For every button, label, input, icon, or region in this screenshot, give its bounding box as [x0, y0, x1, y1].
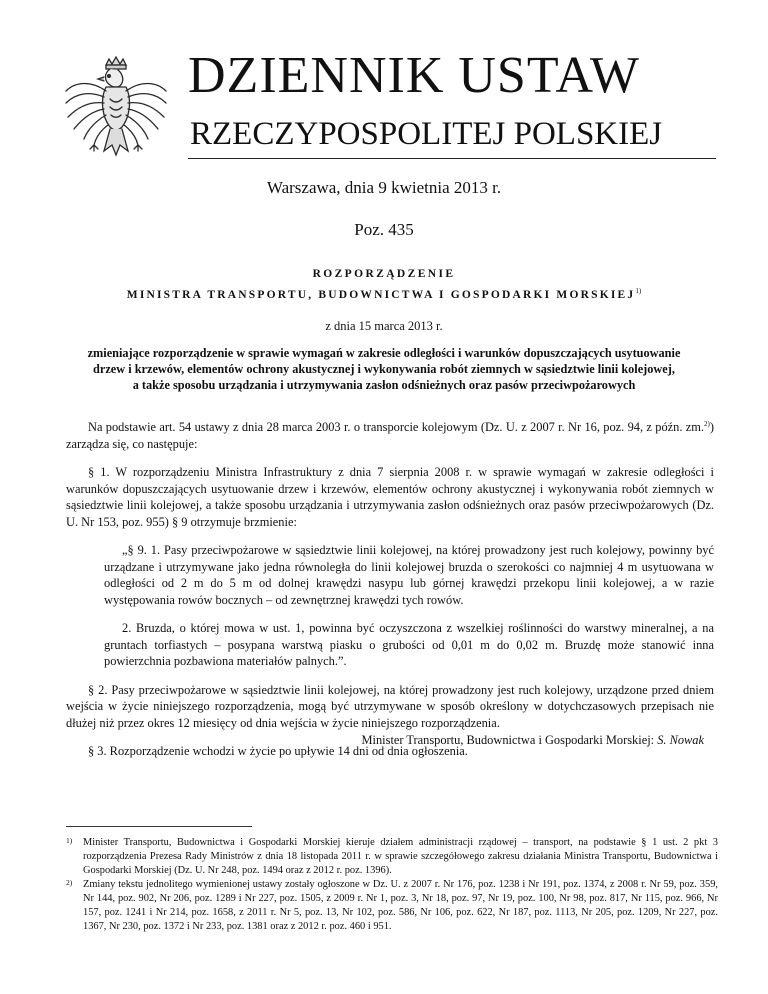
footnote-ref-1: 1) — [635, 287, 642, 295]
footnote-number: 2) — [66, 878, 73, 888]
masthead-title: DZIENNIK USTAW — [188, 47, 640, 104]
quoted-paragraph-9-1: „§ 9. 1. Pasy przeciwpożarowe w sąsiedztwie linii kolejowej, na której prowadzony jest ruch kolejowy, powinny być urządzane i utrzymywane jako jedna równoległa do linii kolejowej bruzda o szerokości co najmniej 4 m usytuowana w odległości od 2 m do 5 m od dolnej krawędzi nasypu lub górnej krawędzi przekopu linii kolejowej, a w razie występowania rowów bocznych – od zewnętrznej krawędzi tych rowów. — [104, 543, 714, 607]
masthead-subtitle: RZECZYPOSPOLITEJ POLSKIEJ — [190, 116, 663, 152]
paragraph-2: § 2. Pasy przeciwpożarowe w sąsiedztwie linii kolejowej, na której prowadzony jest ruch kolejowy, urządzone przed dniem wejścia w życie niniejszego rozporządzenia, mogą być utrzymywane w sposób określony w dotychczasowych przepisach nie dłużej niż przez okres 12 miesięcy od dnia wejścia w życie niniejszego rozporządzenia. — [66, 682, 714, 730]
signature-role: Minister Transportu, Budownictwa i Gospodarki Morskiej: — [361, 733, 655, 747]
paragraph-1: § 1. W rozporządzeniu Ministra Infrastruktury z dnia 7 sierpnia 2008 r. w sprawie wymagań w zakresie odległości i warunków dopuszczających usytuowanie drzew i krzewów, elementów ochrony akustycznej i wykonywania robót ziemnych w sąsiedztwie linii kolejowej, a także sposobu urządzania i utrzymywania zasłon odśnieżnych oraz pasów przeciwpożarowych (Dz. U. Nr 153, poz. 955) § 9 otrzymuje brzmienie: — [66, 465, 714, 529]
footnote-text: Zmiany tekstu jednolitego wymienionej ustawy zostały ogłoszone w Dz. U. z 2007 r. Nr 176, poz. 1238 i Nr 191, poz. 1374, z 2008 r. Nr 59, poz. 359, Nr 144, poz. 902, Nr 206, poz. 1289 i Nr 227, poz. 1505, z 2009 r. Nr 1, poz. 3, Nr 18, poz. 97, Nr 19, poz. 100, Nr 98, poz. 817, Nr 115, poz. 966, Nr 157, poz. 1241 i Nr 214, poz. 1658, z 2011 r. Nr 5, poz. 13, Nr 102, poz. 586, Nr 106, poz. 622, Nr 187, poz. 1113, Nr 205, poz. 1209, Nr 227, poz. 1367, Nr 230, poz. 1372 i Nr 233, poz. 1381 oraz z 2012 r. poz. 460 i 951. — [83, 879, 718, 932]
subject-line: zmieniające rozporządzenie w sprawie wymagań w zakresie odległości i warunków dopuszczających usytuowanie — [87, 346, 681, 360]
document-issuer-text: MINISTRA TRANSPORTU, BUDOWNICTWA I GOSPODARKI MORSKIEJ — [126, 288, 636, 301]
footnote-text: Minister Transportu, Budownictwa i Gospodarki Morskiej kieruje działem administracji rządowej – transport, na podstawie § 1 ust. 2 pkt 3 rozporządzenia Prezesa Rady Ministrów z dnia 18 listopada 2011 r. w sprawie szczegółowego zakresu działania Ministra Transportu, Budownictwa i Gospodarki Morskiej (Dz. U. Nr 248, poz. 1494 oraz z 2012 r. poz. 1396). — [83, 837, 718, 876]
legal-basis-text: Na podstawie art. 54 ustawy z dnia 28 marca 2003 r. o transporcie kolejowym (Dz. U. z 2007 r. Nr 16, poz. 94, z późn. zm. — [88, 420, 705, 435]
document-body — [66, 416, 714, 772]
document-subject — [40, 345, 728, 393]
position-number: Poz. 435 — [354, 220, 414, 239]
document-type: ROZPORZĄDZENIE — [312, 268, 456, 280]
footnote-divider — [66, 826, 252, 827]
quoted-paragraph-9-2: 2. Bruzda, o której mowa w ust. 1, powinna być oczyszczona z wszelkiej roślinności do warstwy mineralnej, a na gruntach torfiastych – posypana warstwą piasku o grubości od 0,01 m do 0,02 m. Bruzdę może stanowić inna powierzchnia pozbawiona materiałów palnych.”. — [104, 621, 714, 669]
subject-line: drzew i krzewów, elementów ochrony akustycznej i wykonywania robót ziemnych w sąsiedztwie linii kolejowej, — [93, 362, 675, 376]
document-issuer — [0, 287, 768, 301]
footnote-ref-2: 2) — [704, 420, 710, 428]
signature-name: S. Nowak — [657, 733, 704, 747]
document-date: z dnia 15 marca 2013 r. — [325, 319, 443, 333]
footnote-number: 1) — [66, 836, 73, 845]
footnote-2 — [66, 878, 718, 933]
paragraph-3: § 3. Rozporządzenie wchodzi w życie po upływie 14 dni od dnia ogłoszenia. — [88, 744, 468, 759]
legal-basis-paragraph — [66, 416, 714, 452]
footnotes — [66, 836, 718, 935]
legal-basis-text-end: ) zarządza się, co następuje: — [66, 420, 714, 451]
signature — [362, 733, 704, 748]
masthead-divider — [188, 158, 716, 159]
polish-eagle-emblem-icon — [60, 55, 172, 175]
publication-date: Warszawa, dnia 9 kwietnia 2013 r. — [266, 178, 502, 197]
subject-line: a także sposobu urządzania i utrzymywania zasłon odśnieżnych oraz pasów przeciwpożarowych — [132, 378, 636, 392]
footnote-1 — [66, 836, 718, 877]
